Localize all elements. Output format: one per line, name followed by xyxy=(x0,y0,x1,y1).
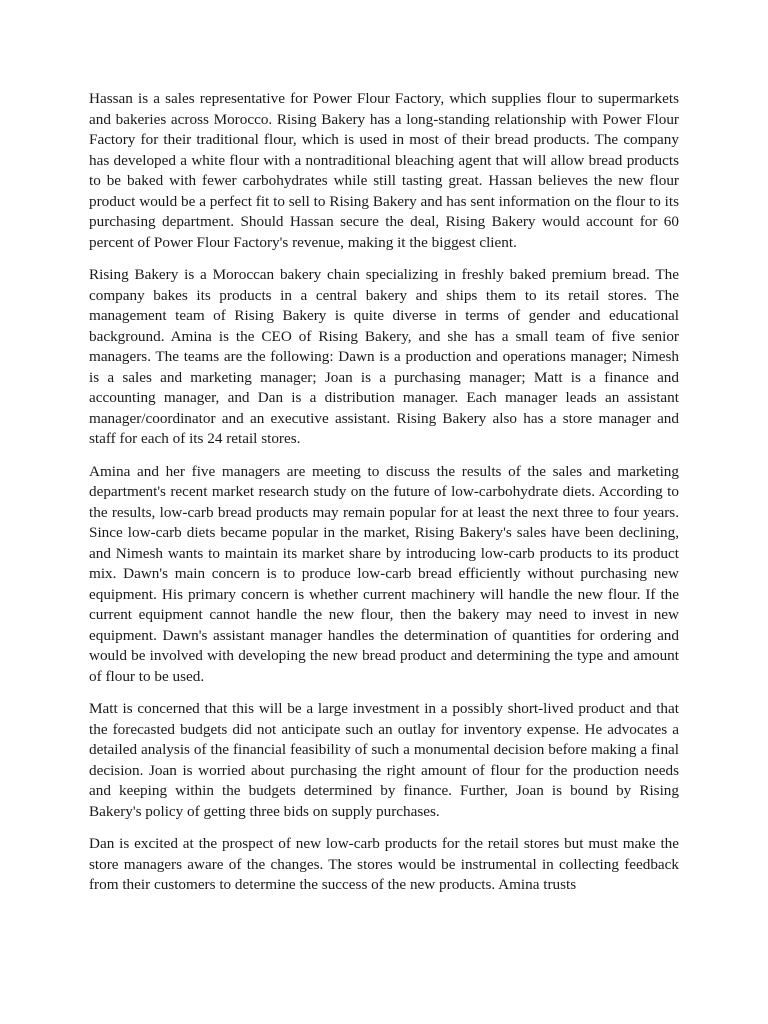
paragraph-1: Hassan is a sales representative for Power Flour Factory, which supplies flour to supermarkets and bakeries across Morocco. Rising Bakery has a long-standing relationship with Power Flour Factory for their traditional flour, which is used in most of their bread products. The company has developed a white flour with a nontraditional bleaching agent that will allow bread products to be baked with fewer carbohydrates while still tasting great. Hassan believes the new flour product would be a perfect fit to sell to Rising Bakery and has sent information on the flour to its purchasing department. Should Hassan secure the deal, Rising Bakery would account for 60 percent of Power Flour Factory's revenue, making it the biggest client. xyxy=(89,90,679,251)
paragraph-4: Matt is concerned that this will be a large investment in a possibly short-lived product and that the forecasted budgets did not anticipate such an outlay for inventory expense. He advocates a detailed analysis of the financial feasibility of such a monumental decision before making a final decision. Joan is worried about purchasing the right amount of flour for the production needs and keeping within the budgets determined by finance. Further, Joan is bound by Rising Bakery's policy of getting three bids on supply purchases. xyxy=(89,700,679,820)
paragraph-3: Amina and her five managers are meeting to discuss the results of the sales and marketing department's recent market research study on the future of low-carbohydrate diets. According to the results, low-carb bread products may remain popular for at least the next three to four years. Since low-carb diets became popular in the market, Rising Bakery's sales have been declining, and Nimesh wants to maintain its market share by introducing low-carb products to its product mix. Dawn's main concern is to produce low-carb bread efficiently without purchasing new equipment. His primary concern is whether current machinery will handle the new flour. If the current equipment cannot handle the new flour, then the bakery may need to invest in new equipment. Dawn's assistant manager handles the determination of quantities for ordering and would be involved with developing the new bread product and determining the type and amount of flour to be used. xyxy=(89,462,679,685)
paragraph-2: Rising Bakery is a Moroccan bakery chain specializing in freshly baked premium bread. The company bakes its products in a central bakery and ships them to its retail stores. The management team of Rising Bakery is quite diverse in terms of gender and educational background. Amina is the CEO of Rising Bakery, and she has a small team of five senior managers. The teams are the following: Dawn is a production and operations manager; Nimesh is a sales and marketing manager; Joan is a purchasing manager; Matt is a finance and accounting manager, and Dan is a distribution manager. Each manager leads an assistant manager/coordinator and an executive assistant. Rising Bakery also has a store manager and staff for each of its 24 retail stores. xyxy=(89,266,679,447)
paragraph-5: Dan is excited at the prospect of new low-carb products for the retail stores but must make the store managers aware of the changes. The stores would be instrumental in collecting feedback from their customers to determine the success of the new products. Amina trusts xyxy=(89,835,679,893)
document-page xyxy=(89,89,679,908)
